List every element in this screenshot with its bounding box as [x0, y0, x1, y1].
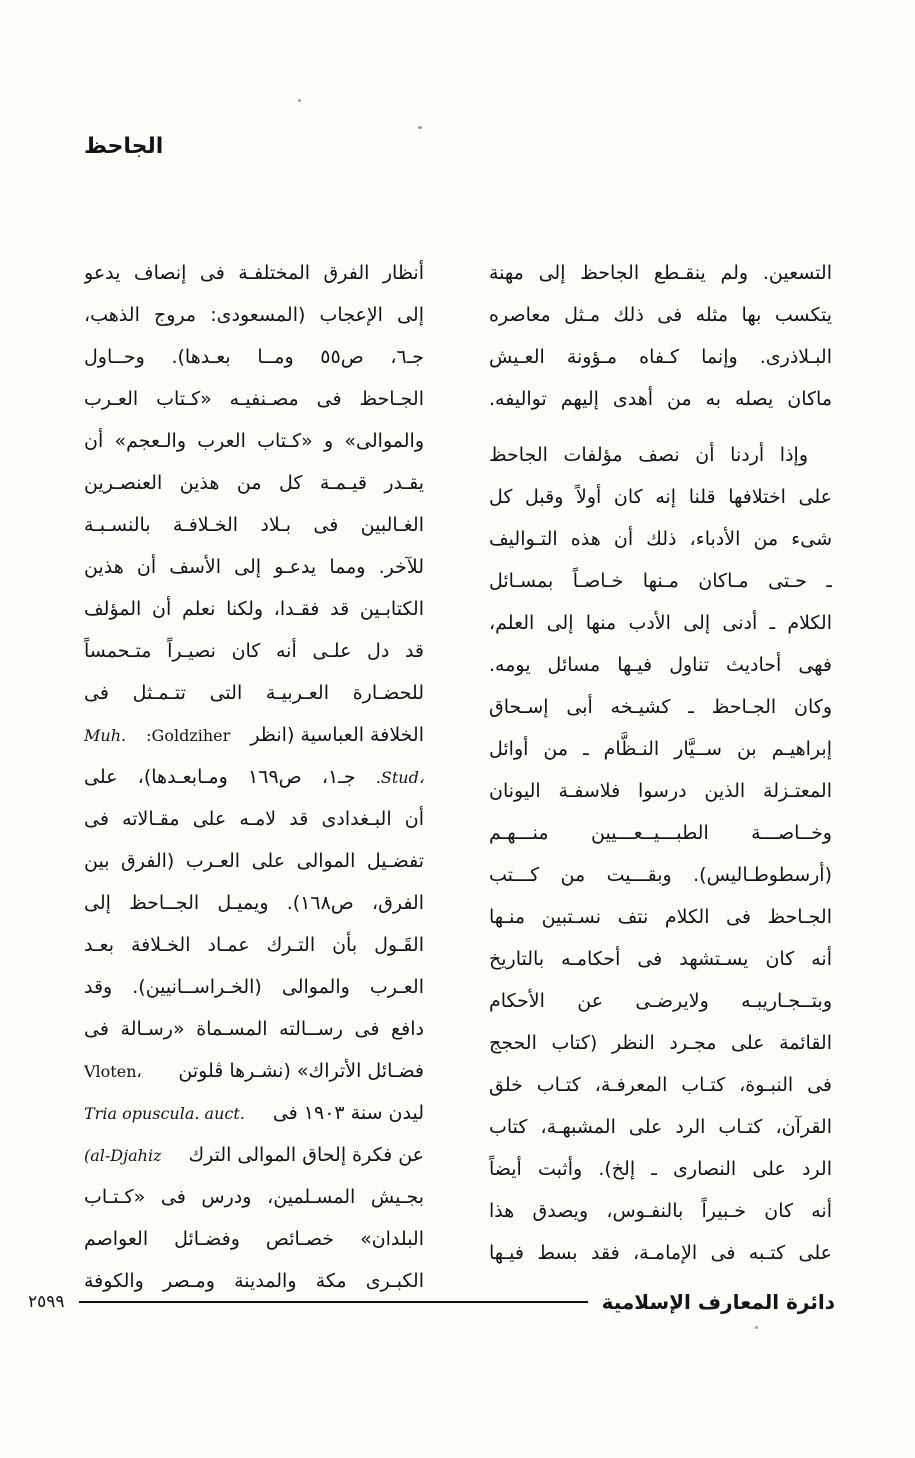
text-line: وكان الجـاحظ ـ كشيـخه أبى إسـحاق — [489, 696, 832, 718]
arabic-text: الخلافة العباسية (انظر — [250, 724, 424, 746]
text-line: فهى أحاديث تناول فيـها مسائل يومه. — [489, 654, 832, 676]
latin-citation: .Stud، — [375, 768, 424, 787]
arabic-text: عن فكرة إلحاق الموالى الترك — [188, 1144, 424, 1166]
page-number: ٢٥٩٩ — [28, 1292, 65, 1312]
text-line: على كتـبه فى الإمامـة، فقد بسط فيـها — [489, 1242, 832, 1264]
text-line: قد دل علـى أنه كان نصيـراً متـحمساً — [84, 640, 424, 662]
text-line: شىء من الأدباء، ذلك أن هذه التـواليف — [489, 528, 832, 550]
text-line: الجـاحظ فى الكلام نتف نسـتبين منـها — [489, 906, 832, 928]
text-line: على اختلافها قلنا إنه كان أولاً وقبل كل — [489, 486, 832, 508]
text-line: البلدان» خصـائص وفضـائل العواصم — [84, 1228, 424, 1250]
text-line: إلى الإعجاب (المسعودى: مروج الذهب، — [84, 304, 424, 326]
latin-citation: :Goldziher — [146, 726, 231, 745]
text-line: دافع فى رســالته المسـماة «رسـالة فى — [84, 1018, 424, 1040]
text-line — [84, 1134, 424, 1176]
text-line: القرآن، كتـاب الرد على المشبهـة، كتاب — [489, 1116, 832, 1138]
footer-rule — [79, 1301, 588, 1303]
text-line — [84, 714, 424, 756]
text-line: إبراهيـم بن ســيَّار النـظَّام ـ من أوائل — [489, 738, 832, 760]
arabic-text: ومـابعـدها)، — [137, 766, 228, 788]
text-line: وإذا أردنا أن نصف مؤلفات الجاحظ — [489, 444, 808, 466]
arabic-text: ليدن سنة ١٩٠٣ فى — [272, 1102, 424, 1124]
text-line: الغـالبين فى بـلاد الخـلافـة بالنسـبـة — [84, 514, 424, 536]
paragraph — [84, 252, 424, 1302]
text-line: يقـدر قيـمـة كل من هذين العنصـرين — [84, 472, 424, 494]
text-line: العـرب والموالى (الخـراســانيين). وقد — [84, 976, 424, 998]
latin-citation: Vloten، — [84, 1062, 142, 1081]
text-line: أنه كان يسـتشهد فى أحكامـه بالتاريخ — [489, 948, 832, 970]
paragraph — [489, 252, 832, 420]
scan-speck — [418, 126, 422, 129]
text-line: للآخر. ومما يدعـو إلى الأسف أن هذين — [84, 556, 424, 578]
scan-speck — [755, 1326, 758, 1329]
text-line: للحضـارة العـربيـة التى تتـمـثل فى — [84, 682, 424, 704]
text-line: ماكان يصله به من أهدى إليهم تواليفه. — [489, 388, 832, 410]
arabic-text: فضـائل الأتراك» (نشـرها ڤلوتن — [178, 1060, 424, 1082]
page-footer — [28, 1282, 835, 1322]
text-line: (أرسطوطـاليس). وبقـــيت من كـــتب — [489, 864, 832, 886]
text-line: أن البـغدادى قد لامـه على مقـالاته فى — [84, 808, 424, 830]
page-header-title: الجاحظ — [84, 134, 164, 159]
text-line: الجـاحظ فى مصـنفيـه «كـتاب العـرب — [84, 388, 424, 410]
text-line: ـ حـتى مـاكان مـنها خـاصـاً بمسـائل — [489, 570, 832, 592]
text-line: القَـول بأن التـرك عمـاد الخـلافة بعـد — [84, 934, 424, 956]
latin-citation: Muh. — [84, 726, 127, 745]
text-line: أنه كان خـبيراً بالنفـوس، ويصدق هذا — [489, 1200, 832, 1222]
text-line: الكلام ـ أدنى إلى الأدب منها إلى العلم، — [489, 612, 832, 634]
text-line: وبتــجـاريبـه ولايرضـى عن الأحكام — [489, 990, 832, 1012]
latin-citation: Tria opuscula. auct. — [84, 1104, 245, 1123]
text-line: أنظار الفرق المختلفـة فى إنصاف يدعو — [84, 262, 424, 284]
scan-speck — [298, 99, 301, 102]
text-line: الفرق، ص١٦٨). ويميـل الجــاحظ إلى — [84, 892, 424, 914]
text-line — [84, 1050, 424, 1092]
footer-title: دائرة المعارف الإسلامية — [601, 1290, 835, 1314]
paragraph — [489, 434, 832, 1274]
arabic-text: على — [84, 766, 118, 788]
text-line: يتكسب بها مثله فى ذلك مـثل معاصره — [489, 304, 832, 326]
text-line: الرد على النصارى ـ إلخ). وأثبت أيضاً — [489, 1158, 832, 1180]
text-line: المعتـزلة الذين درسوا فلاسفـة اليونان — [489, 780, 832, 802]
text-line — [84, 1092, 424, 1134]
text-column-left — [84, 252, 424, 1302]
text-line: البـلاذرى. وإنما كـفاه مـؤونة العـيش — [489, 346, 832, 368]
latin-citation: (al-Djahiz — [84, 1146, 162, 1165]
arabic-text: ص١٦٩ — [248, 766, 302, 788]
text-column-right — [489, 252, 832, 1274]
text-line — [84, 756, 424, 798]
text-line: التسعين. ولم ينقـطع الجاحظ إلى مهنة — [489, 262, 832, 284]
text-line: القائمة على مجـرد النظر (كتاب الحجج — [489, 1032, 832, 1054]
text-line: فى النبـوة، كتـاب المعرفـة، كتـاب خلق — [489, 1074, 832, 1096]
text-line: تفضـيل الموالى على العـرب (الفرق بين — [84, 850, 424, 872]
text-line: والموالى» و «كـتاب العرب والـعجم» أن — [84, 430, 424, 452]
text-line: جـ٦، ص٥٥ ومــا بعـدها). وحــاول — [84, 346, 424, 368]
arabic-text: جـ١، — [321, 766, 356, 788]
text-line: الكبـرى مكة والمدينة ومـصر والكوفة — [84, 1270, 424, 1292]
text-line: وخــاصـــة الطبـــيــعـــيين منـــهـم — [489, 822, 832, 844]
text-line: الكتابـين قد فقـدا، ولكنا نعلم أن المؤلف — [84, 598, 424, 620]
text-line: بجـيش المسـلمين، ودرس فى «كـتـاب — [84, 1186, 424, 1208]
